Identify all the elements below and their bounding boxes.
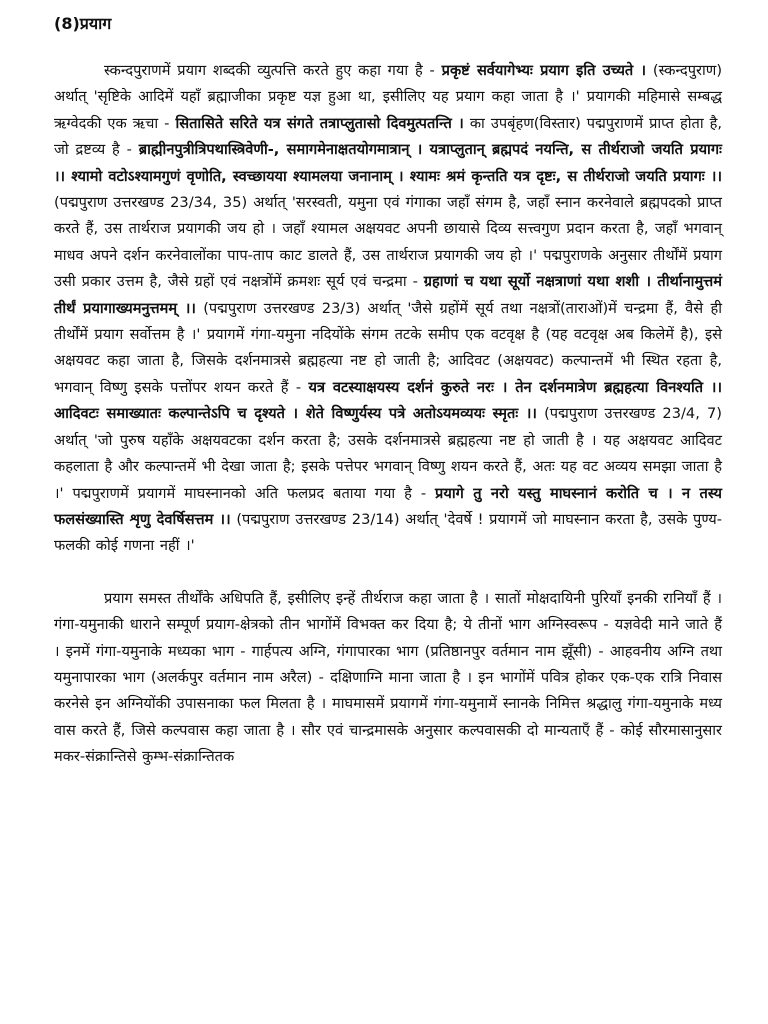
paragraph-tirtharaj [54, 586, 722, 771]
sanskrit-verse: ब्राह्मीनपुत्रीत्रिपथास्त्रिवेणी-, समागमेनाक्षतयोगमात्रान् । यत्राप्लुतान् ब्रह्मपदं नयन्ति, स तीर्थराजो जयति प्रयागः ।। श्यामो वटोऽश्यामगुणं वृणोति, स्वच्छायया श्यामलया जनानाम् । श्यामः श्रमं कृन्तति यत्र दृष्टः, स तीर्थराजो जयति प्रयागः ।। [54, 141, 722, 185]
text-run: (पद्मपुराण उत्तरखण्ड 23/34, 35) अर्थात् 'सरस्वती, यमुना एवं गंगाका जहाँ संगम है, जहाँ स्नान करनेवाले ब्रह्मपदको प्राप्त करते हैं, उस तार्थराज प्रयागकी जय हो । जहाँ श्यामल अक्षयवट अपनी छायासे दिव्य सत्त्वगुण प्रदान करता है, जहाँ भगवान् माधव अपने दर्शन करनेवालोंका पाप-ताप काट डालते हैं, उस तार्थराज प्रयागकी जय हो ।' पद्मपुराणके अनुसार तीर्थोंमें प्रयाग उसी प्रकार उत्तम है, जैसे ग्रहों एवं नक्षत्रोंमें क्रमशः सूर्य एवं चन्द्रमा - [54, 194, 722, 291]
text-run: (पद्मपुराण उत्तरखण्ड 23/3) अर्थात् 'जैसे ग्रहोंमें सूर्य तथा नक्षत्रों(ताराओं)में चन्द्रमा हैं, वैसे ही तीर्थोंमें प्रयाग सर्वोत्तम है ।' प्रयागमें गंगा-यमुना नदियोंके संगम तटके समीप एक वटवृक्ष है (यह वटवृक्ष अब किलेमें है), इसे अक्षयवट कहा जाता है, जिसके दर्शनमात्रसे ब्रह्महत्या नष्ट हो जाती है; आदिवट (अक्षयवट) कल्पान्तमें भी स्थित रहता है, भगवान् विष्णु इसके पत्तोंपर शयन करते हैं - [54, 299, 722, 396]
sanskrit-verse: प्रयागे तु नरो यस्तु माघस्नानं करोति च । न तस्य फलसंख्यास्ति शृणु देवर्षिसत्तम ।। [54, 484, 723, 528]
text-run: स्कन्दपुराणमें प्रयाग शब्दकी व्युत्पत्ति करते हुए कहा गया है - [104, 62, 442, 79]
text-run: (पद्मपुराण उत्तरखण्ड 23/14) अर्थात् 'देवर्षे ! प्रयागमें जो माघस्नान करता है, उसके पुण्य-फलकी कोई गणना नहीं ।' [54, 510, 722, 555]
paragraph-prayag-etymology [54, 58, 722, 560]
text-run: प्रयाग समस्त तीर्थोंके अधिपति हैं, इसीलिए इन्हें तीर्थराज कहा जाता है । सातों मोक्षदायिनी पुरियाँ इनकी रानियाँ हैं । गंगा-यमुनाकी धाराने सम्पूर्ण प्रयाग-क्षेत्रको तीन भागोंमें विभक्त कर दिया है; ये तीनों भाग अग्निस्वरूप - यज्ञवेदी माने जाते हैं । इनमें गंगा-यमुनाके मध्यका भाग - गार्हपत्य अग्नि, गंगापारका भाग (प्रतिष्ठानपुर वर्तमान नाम झूँसी) - आहवनीय अग्नि तथा यमुनापारका भाग (अलर्कपुर वर्तमान नाम अरैल) - दक्षिणाग्नि माना जाता है । इन भागोंमें पवित्र होकर एक-एक रात्रि निवास करनेसे इन अग्नियोंकी उपासनाका फल मिलता है । माघमासमें प्रयागमें गंगा-यमुनामें स्नानके निमित्त श्रद्धालु गंगा-यमुनाके मध्य वास करते हैं, जिसे कल्पवास कहा जाता है । सौर एवं चान्द्रमासके अनुसार कल्पवासकी दो मान्यताएँ हैं - कोई सौरमासानुसार मकर-संक्रान्तिसे कुम्भ-संक्रान्तितक [54, 589, 722, 766]
text-run: का उपबृंहण(विस्तार) पद्मपुराणमें प्राप्त होता है, जो द्रष्टव्य है - [54, 114, 723, 159]
sanskrit-verse: प्रकृष्टं सर्वयागेभ्यः प्रयाग इति उच्यते । [441, 62, 647, 79]
sanskrit-verse: ग्रहाणां च यथा सूर्यो नक्षत्राणां यथा शशी । तीर्थानामुत्तमं तीर्थं प्रयागाख्यमनुत्तमम् ।। [54, 273, 722, 317]
text-run: (पद्मपुराण उत्तरखण्ड 23/4, 7) अर्थात् 'जो पुरुष यहाँके अक्षयवटका दर्शन करता है; उसके दर्शनमात्रसे ब्रह्महत्या नष्ट हो जाती है । यह अक्षयवट आदिवट कहलाता है और कल्पान्तमें भी देखा जाता है; इसके पत्तेपर भगवान् विष्णु शयन करते हैं, अतः यह वट अव्यय समझा जाता है ।' पद्मपुराणमें प्रयागमें माघस्नानको अति फलप्रद बताया गया है - [54, 405, 722, 502]
section-heading: (8)प्रयाग [54, 14, 112, 33]
sanskrit-verse: यत्र वटस्याक्षयस्य दर्शनं कुरुते नरः । तेन दर्शनमात्रेण ब्रह्महत्या विनश्यति ।। आदिवटः समाख्यातः कल्पान्तेऽपि च दृश्यते । शेते विष्णुर्यस्य पत्रे अतोऽयमव्ययः स्मृतः ।। [54, 378, 722, 423]
text-run: (स्कन्दपुराण) अर्थात् 'सृष्टिके आदिमें यहाँ ब्रह्माजीका प्रकृष्ट यज्ञ हुआ था, इसीलिए यह प्रयाग कहा जाता है ।' प्रयागकी महिमासे सम्बद्ध ऋग्वेदकी एक ऋचा - [54, 62, 723, 132]
sanskrit-verse: सितासिते सरिते यत्र संगते तत्राप्लुतासो दिवमुत्पतन्ति । [175, 114, 464, 132]
